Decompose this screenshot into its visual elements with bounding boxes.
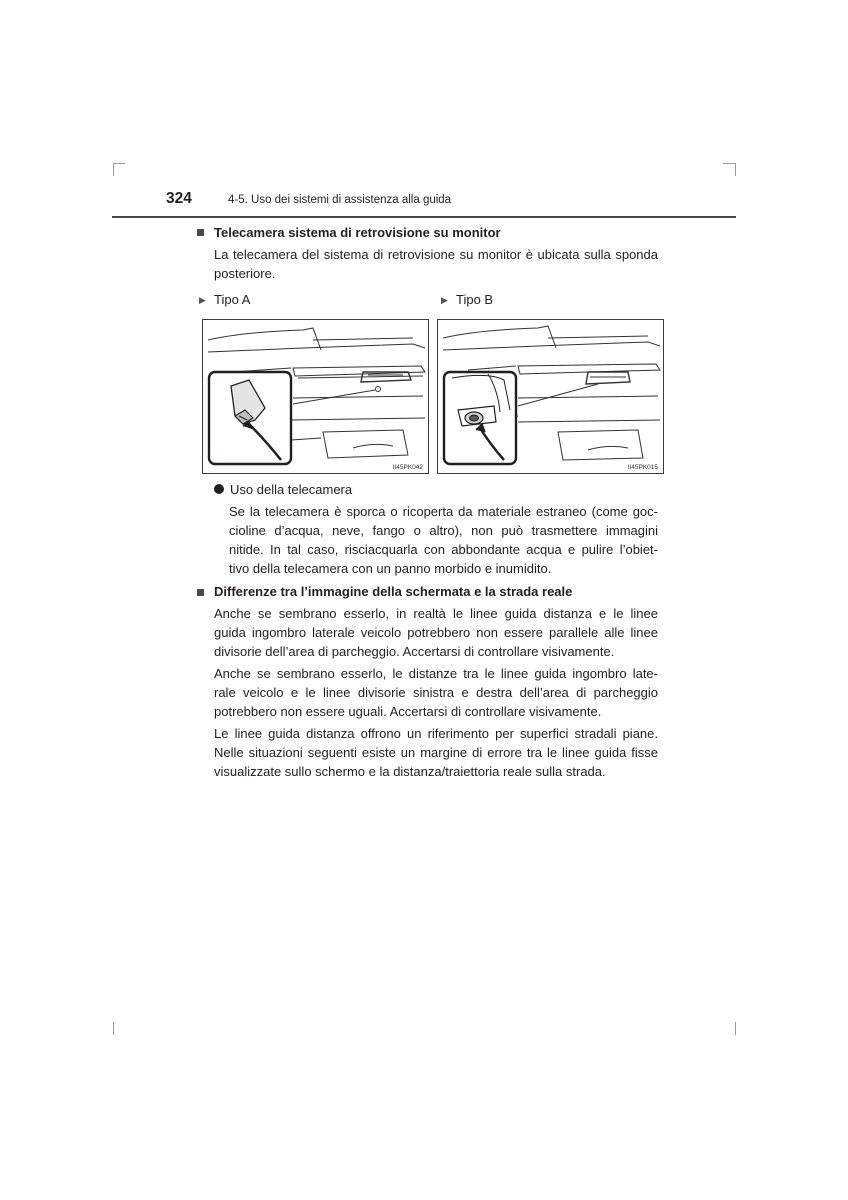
crop-mark-top-left-v [113, 163, 114, 176]
crop-mark-top-right-v [735, 163, 736, 176]
section-title: 4-5. Uso dei sistemi di assistenza alla guida [228, 194, 452, 206]
triangle-right-icon: ▶ [441, 295, 448, 305]
header-rule [112, 216, 736, 218]
paragraph-line: Anche se sembrano esserlo, le distanze tra le linee guida ingombro late- [214, 666, 658, 681]
paragraph: La telecamera del sistema di retrovisione su monitor è ubicata sulla sponda posteriore. [214, 247, 658, 282]
camera-use-line: nitide. In tal caso, risciacquarla con abbondante acqua e pulire l’obiet- [229, 542, 658, 557]
paragraph-line: Anche se sembrano esserlo, in realtà le linee guida distanza e le linee [214, 606, 658, 621]
figure-type-a [202, 319, 429, 474]
heading-square-icon [197, 589, 204, 596]
paragraph-line: guida ingombro laterale veicolo potrebbero non essere parallele alle linee [214, 625, 658, 640]
paragraph-line: Le linee guida distanza offrono un riferimento per superfici stradali piane. [214, 726, 658, 741]
truck-camera-a-illustration [203, 320, 428, 473]
paragraph-line: Nelle situazioni seguenti esiste un margine di errore tra le linee guida fisse [214, 745, 658, 760]
paragraph-line: rale veicolo e le linee divisorie sinistra e destra dell’area di parcheggio [214, 685, 658, 700]
subsection-label: Uso della telecamera [230, 482, 353, 497]
figure-label-a: Tipo A [214, 292, 251, 307]
camera-use-line: Se la telecamera è sporca o ricoperta da materiale estraneo (come goc- [229, 504, 658, 519]
section-heading: Differenze tra l’immagine della schermata e la strada reale [214, 584, 573, 599]
crop-mark-top-left-h [113, 163, 125, 164]
heading-square-icon [197, 229, 204, 236]
camera-use-line: tivo della telecamera con un panno morbido e inumidito. [229, 561, 552, 576]
figure-label-b: Tipo B [456, 292, 494, 307]
figure-type-b [437, 319, 664, 474]
paragraph-line: divisorie dell’area di parcheggio. Accertarsi di controllare visivamente. [214, 644, 615, 659]
section-heading: Telecamera sistema di retrovisione su monitor [214, 225, 501, 240]
figure-code: II45PK042 [392, 464, 423, 471]
paragraph-line: potrebbero non essere uguali. Accertarsi di controllare visivamente. [214, 704, 602, 719]
page-number: 324 [166, 190, 192, 207]
crop-mark-bottom-right-v [735, 1022, 736, 1035]
truck-camera-b-illustration [438, 320, 663, 473]
paragraph-line: visualizzate sullo schermo e la distanza/traiettoria reale sulla strada. [214, 764, 606, 779]
triangle-right-icon: ▶ [199, 295, 206, 305]
crop-mark-top-right-h [723, 163, 735, 164]
bullet-icon [214, 484, 224, 494]
figure-code: II45PK015 [627, 464, 658, 471]
crop-mark-bottom-left-v [113, 1022, 114, 1035]
camera-use-line: cioline d’acqua, neve, fango o altro), non può trasmettere immagini [229, 523, 658, 538]
